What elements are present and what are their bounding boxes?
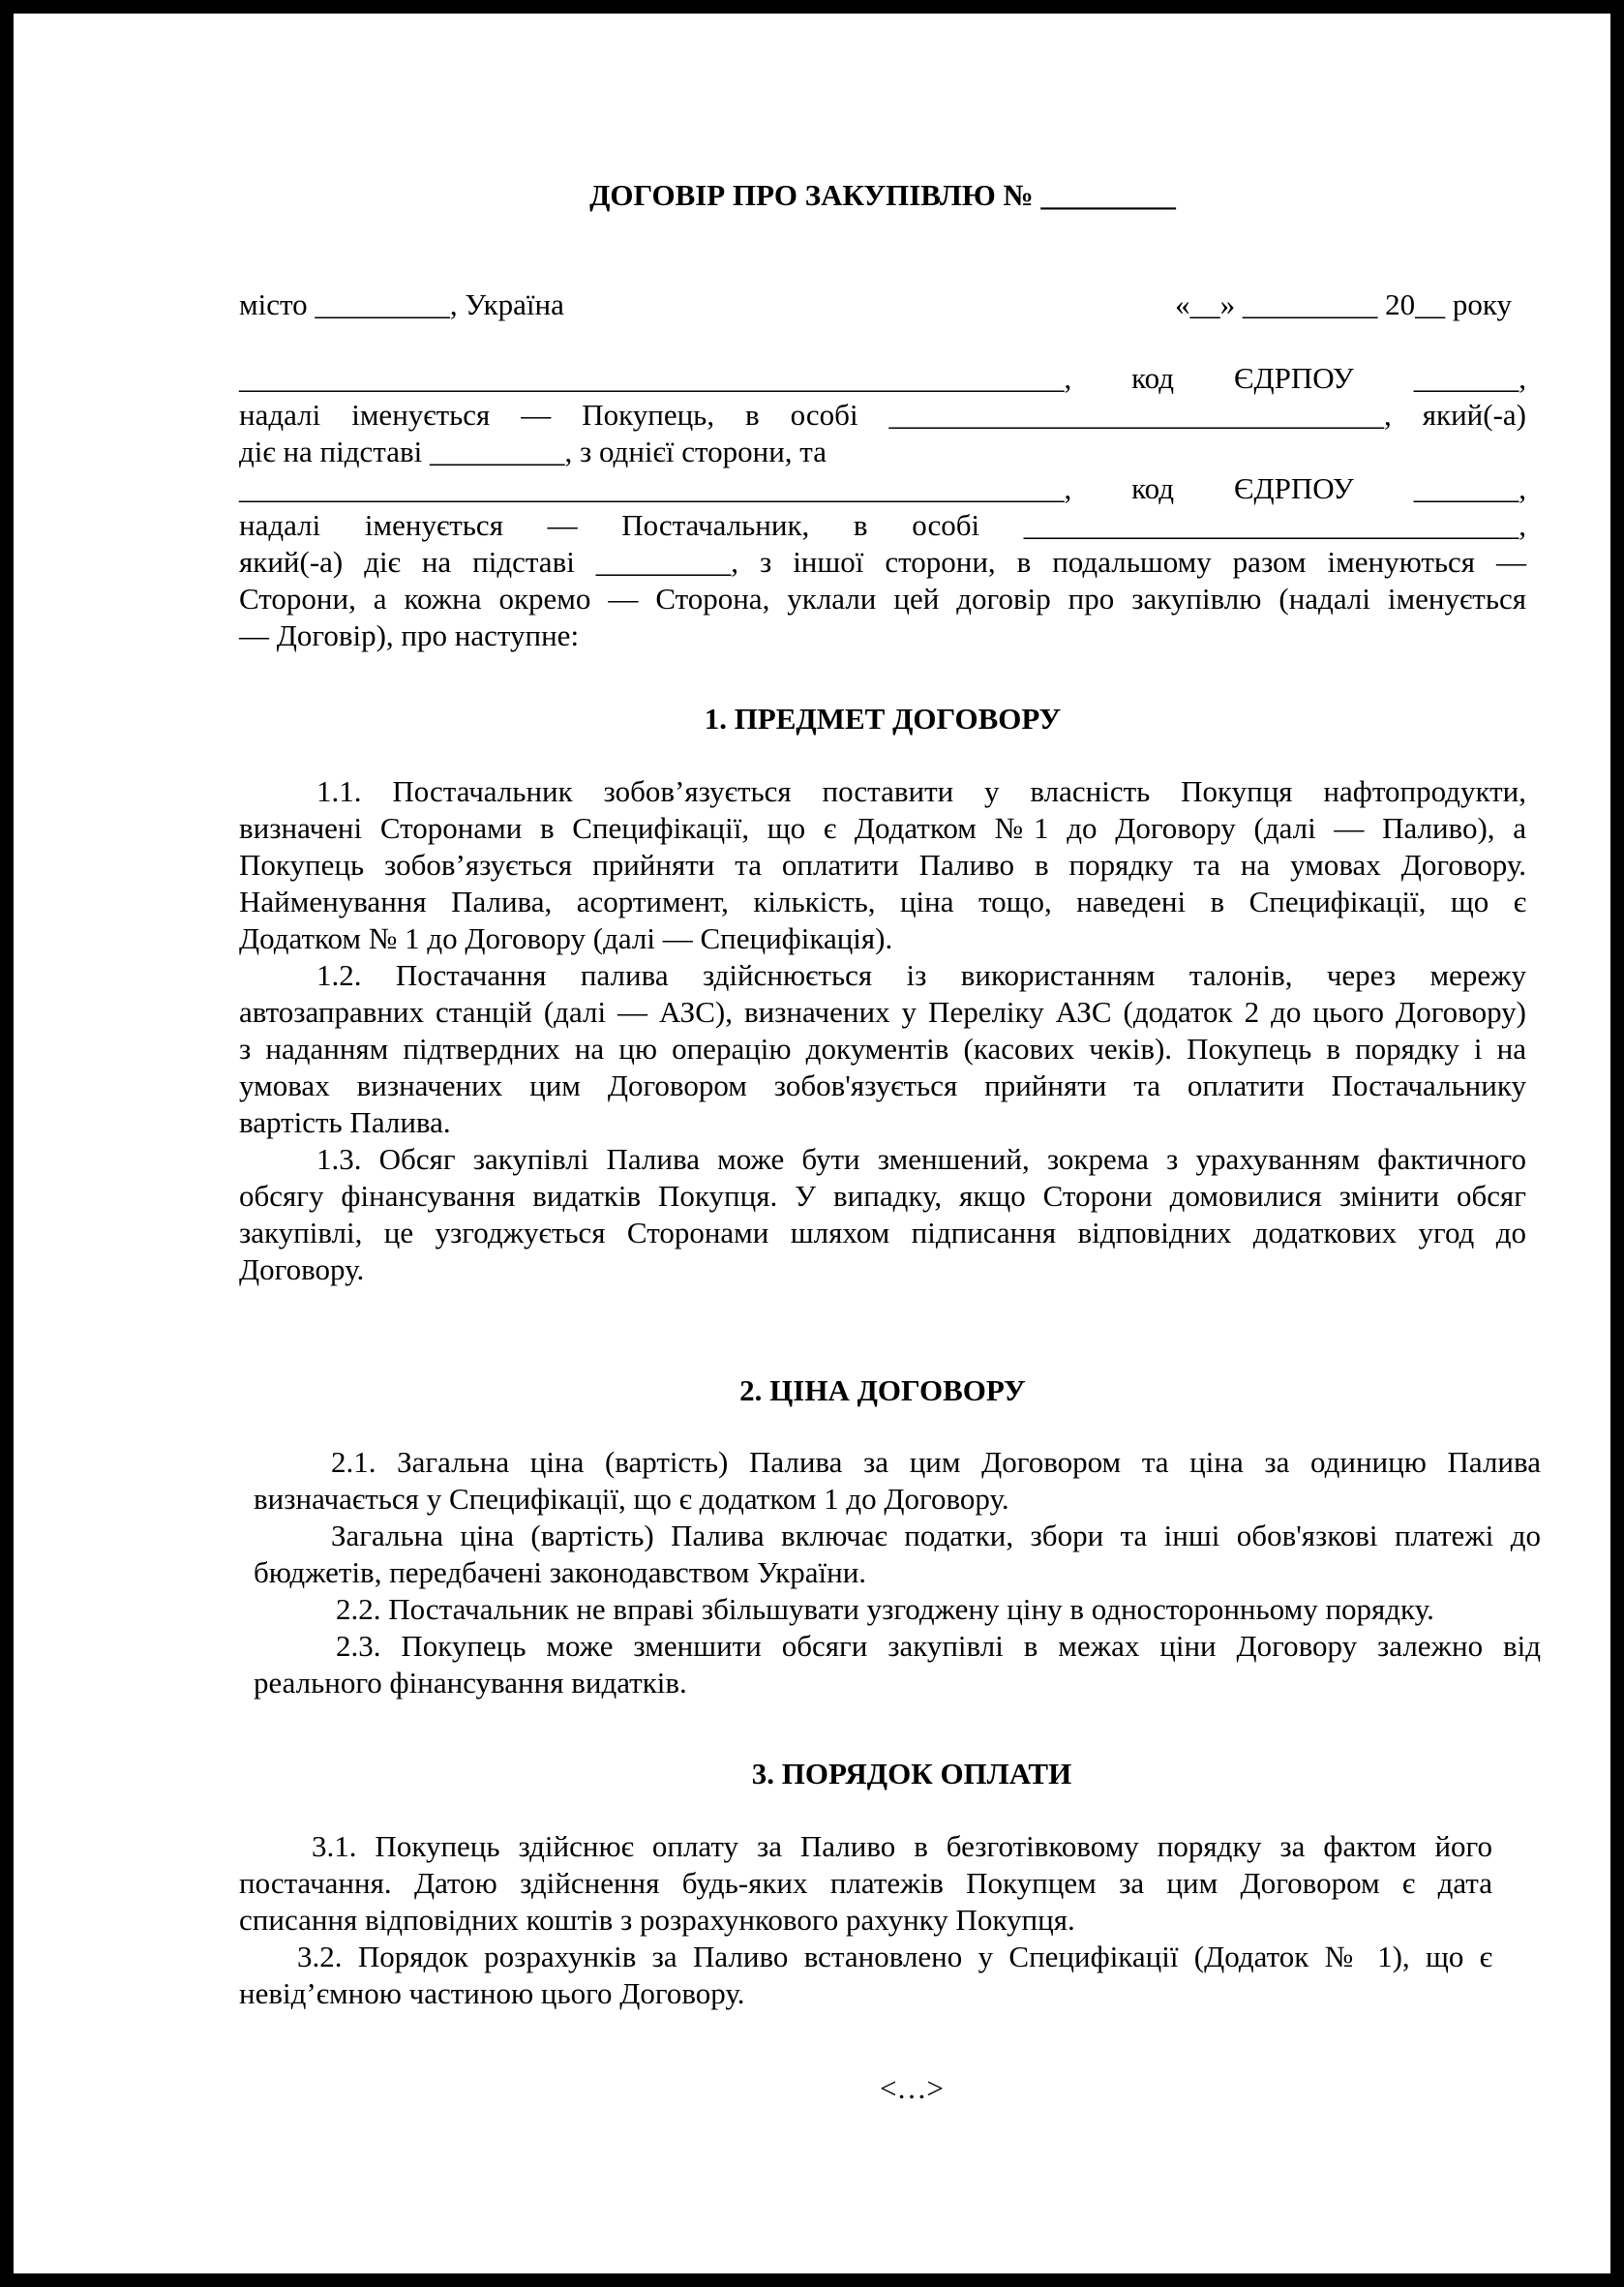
intro-line: _______________________________________________________, код ЄДРПОУ _______, [239, 361, 1526, 395]
paragraph-line: умовах визначених цим Договором зобов'язується прийняти та оплатити Постачальнику [239, 1068, 1526, 1102]
paragraph-line: постачання. Датою здійснення будь-яких платежів Покупцем за цим Договором є дата [239, 1866, 1492, 1900]
paragraph-line: бюджетів, передбачені законодавством України. [254, 1555, 867, 1589]
document-page [14, 14, 1610, 2273]
paragraph-line: Договору. [239, 1252, 365, 1286]
paragraph-line: визначається у Специфікації, що є додатком 1 до Договору. [254, 1482, 1009, 1516]
paragraph-line: закупівлі, це узгоджується Сторонами шляхом підписання відповідних додаткових угод до [239, 1216, 1526, 1249]
paragraph-line: Загальна ціна (вартість) Палива включає податки, збори та інші обов'язкові платежі до [331, 1519, 1541, 1552]
header-row [239, 286, 1526, 323]
paragraph-line: невід’ємною частиною цього Договору. [239, 1976, 745, 2010]
intro-line: діє на підставі _________, з однієї сторони, та [239, 435, 827, 468]
paragraph-line: 2.3. Покупець може зменшити обсяги закупівлі в межах ціни Договору залежно від [336, 1629, 1541, 1663]
paragraph-line: 3.1. Покупець здійснює оплату за Паливо в безготівковому порядку за фактом його [312, 1829, 1492, 1863]
intro-line: _______________________________________________________, код ЄДРПОУ _______, [239, 471, 1526, 505]
intro-line: надалі іменується — Покупець, в особі _________________________________, який(-а) [239, 398, 1526, 432]
paragraph-line: 3.2. Порядок розрахунків за Паливо встановлено у Специфікації (Додаток № 1), що є [297, 1940, 1492, 1973]
ellipsis-marker: <…> [880, 2071, 944, 2105]
paragraph-line: реального фінансування видатків. [254, 1666, 687, 1700]
paragraph-line: обсягу фінансування видатків Покупця. У випадку, якщо Сторони домовилися змінити обсяг [239, 1179, 1526, 1213]
section-heading: 3. ПОРЯДОК ОПЛАТИ [751, 1757, 1072, 1790]
paragraph-line: автозаправних станцій (далі — АЗС), визначених у Переліку АЗС (додаток 2 до цього Договору) [239, 995, 1526, 1029]
paragraph-line: 1.1. Постачальник зобов’язується поставити у власність Покупця нафтопродукти, [316, 774, 1526, 808]
date-field: «__» _________ 20__ року [1175, 287, 1512, 321]
intro-line: надалі іменується — Постачальник, в особі _________________________________, [239, 508, 1526, 542]
paragraph-line: з наданням підтвердних на цю операцію документів (касових чеків). Покупець в порядку і на [239, 1032, 1526, 1066]
document-title: ДОГОВІР ПРО ЗАКУПІВЛЮ № _________ [589, 178, 1176, 212]
paragraph-line: 1.3. Обсяг закупівлі Палива може бути зменшений, зокрема з урахуванням фактичного [316, 1142, 1526, 1176]
paragraph-line: вартість Палива. [239, 1105, 451, 1139]
section-heading: 1. ПРЕДМЕТ ДОГОВОРУ [704, 702, 1062, 736]
paragraph-line: Додатком № 1 до Договору (далі — Специфікація). [239, 921, 893, 955]
intro-line: — Договір), про наступне: [239, 618, 580, 652]
paragraph-line: 2.1. Загальна ціна (вартість) Палива за цим Договором та ціна за одиницю Палива [331, 1445, 1541, 1479]
city-field: місто _________, Україна [239, 287, 564, 321]
paragraph-line: Найменування Палива, асортимент, кількість, ціна тощо, наведені в Специфікації, що є [239, 885, 1526, 918]
paragraph-line: 1.2. Постачання палива здійснюється із використанням талонів, через мережу [316, 958, 1526, 992]
paragraph-line: Покупець зобов’язується прийняти та оплатити Паливо в порядку та на умовах Договору. [239, 848, 1526, 882]
paragraph-line: списання відповідних коштів з розрахункового рахунку Покупця. [239, 1903, 1075, 1937]
intro-line: Сторони, а кожна окремо — Сторона, уклали цей договір про закупівлю (надалі іменується [239, 582, 1526, 616]
paragraph-line: визначені Сторонами в Специфікації, що є Додатком №1 до Договору (далі — Паливо), а [239, 811, 1526, 845]
paragraph-line: 2.2. Постачальник не вправі збільшувати узгоджену ціну в односторонньому порядку. [336, 1592, 1434, 1626]
intro-line: який(-а) діє на підставі _________, з іншої сторони, в подальшому разом іменуються — [239, 545, 1526, 579]
section-heading: 2. ЦІНА ДОГОВОРУ [739, 1373, 1026, 1407]
